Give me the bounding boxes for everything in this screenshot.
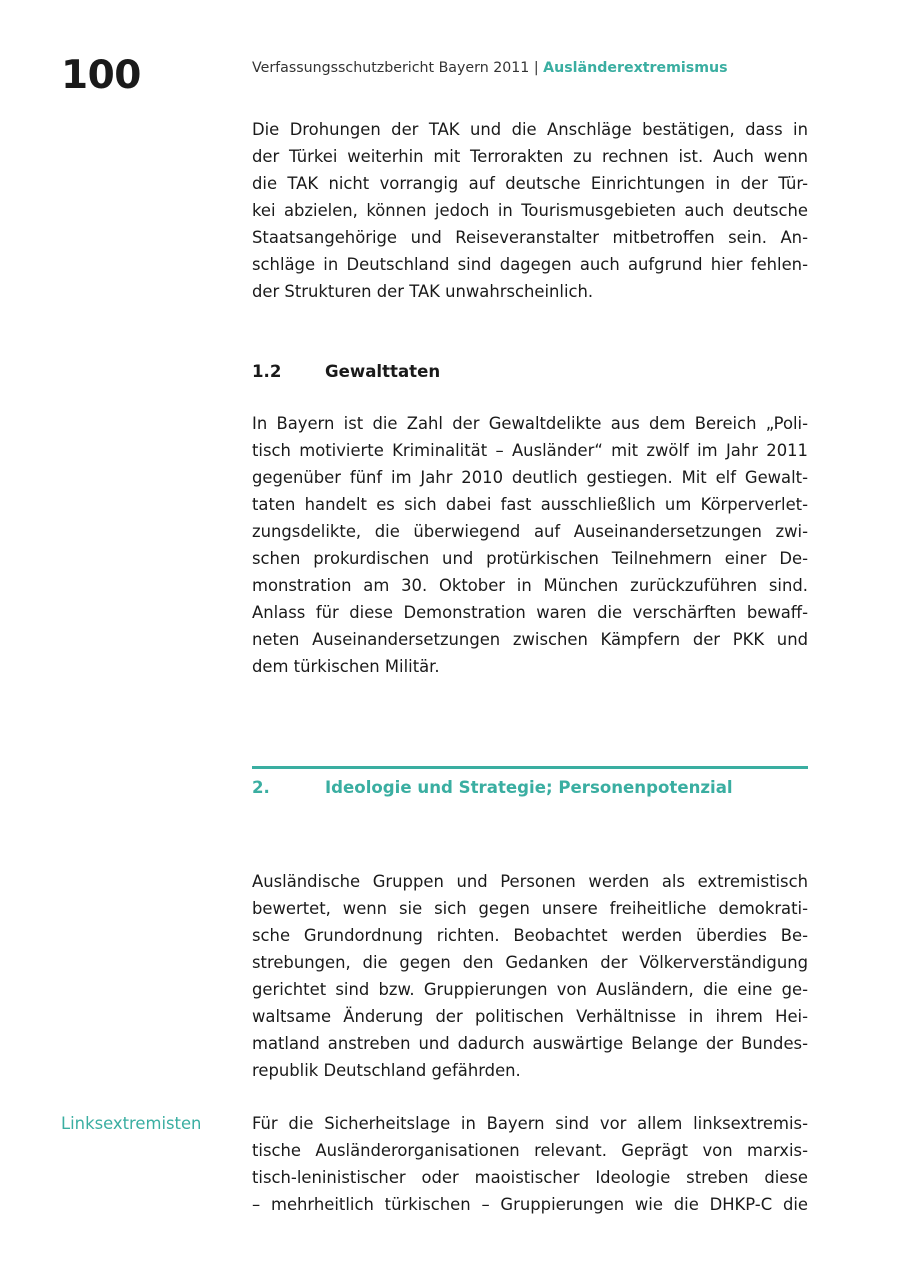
text-line: tische Ausländerorganisationen relevant. Geprägt von marxis- (252, 1141, 808, 1160)
chapter-rule (252, 766, 808, 769)
chapter-title: Ideologie und Strategie; Personenpotenzial (325, 778, 733, 797)
subsection-heading (252, 360, 440, 384)
ideology-paragraph (252, 868, 808, 1084)
text-line: Ausländische Gruppen und Personen werden als extremistisch (252, 872, 808, 891)
text-line: In Bayern ist die Zahl der Gewaltdelikte aus dem Bereich „Poli- (252, 414, 808, 433)
text-line: schen prokurdischen und protürkischen Teilnehmern einer De- (252, 549, 808, 568)
text-line: matland anstreben und dadurch auswärtige Belange der Bundes- (252, 1034, 808, 1053)
margin-note: Linksextremisten (61, 1114, 202, 1133)
chapter-heading (252, 776, 733, 800)
page-number: 100 (61, 53, 141, 98)
chapter-number: 2. (252, 778, 270, 797)
text-line: der Strukturen der TAK unwahrscheinlich. (252, 282, 594, 301)
text-line: Für die Sicherheitslage in Bayern sind vor allem linksextremis- (252, 1114, 808, 1133)
text-line: monstration am 30. Oktober in München zurückzuführen sind. (252, 576, 808, 595)
violence-paragraph (252, 410, 808, 680)
text-line: bewertet, wenn sie sich gegen unsere freiheitliche demokrati- (252, 899, 808, 918)
text-line: strebungen, die gegen den Gedanken der Völkerverständigung (252, 953, 808, 972)
text-line: tisch motivierte Kriminalität – Ausländer“ mit zwölf im Jahr 2011 (252, 441, 808, 460)
text-line: gegenüber fünf im Jahr 2010 deutlich gestiegen. Mit elf Gewalt- (252, 468, 808, 487)
text-line: taten handelt es sich dabei fast ausschließlich um Körperverlet- (252, 495, 808, 514)
text-line: zungsdelikte, die überwiegend auf Auseinandersetzungen zwi- (252, 522, 808, 541)
running-head-separator: | (529, 60, 544, 76)
text-line: waltsame Änderung der politischen Verhältnisse in ihrem Hei- (252, 1007, 808, 1026)
subsection-title: Gewalttaten (325, 362, 441, 381)
section-title: Ausländerextremismus (543, 60, 728, 76)
text-line: Anlass für diese Demonstration waren die verschärften bewaff- (252, 603, 808, 622)
text-line: republik Deutschland gefährden. (252, 1061, 521, 1080)
text-line: der Türkei weiterhin mit Terrorakten zu rechnen ist. Auch wenn (252, 147, 808, 166)
text-line: gerichtet sind bzw. Gruppierungen von Ausländern, die eine ge- (252, 980, 808, 999)
text-line: tisch-leninistischer oder maoistischer Ideologie streben diese (252, 1168, 808, 1187)
text-line: – mehrheitlich türkischen – Gruppierungen wie die DHKP-C die (252, 1195, 808, 1214)
text-line: dem türkischen Militär. (252, 657, 440, 676)
text-line: neten Auseinandersetzungen zwischen Kämpfern der PKK und (252, 630, 808, 649)
text-line: sche Grundordnung richten. Beobachtet werden überdies Be- (252, 926, 808, 945)
intro-paragraph (252, 116, 808, 305)
text-line: die TAK nicht vorrangig auf deutsche Einrichtungen in der Tür- (252, 174, 808, 193)
text-line: schläge in Deutschland sind dagegen auch aufgrund hier fehlen- (252, 255, 808, 274)
text-line: kei abzielen, können jedoch in Tourismusgebieten auch deutsche (252, 201, 808, 220)
report-title: Verfassungsschutzbericht Bayern 2011 (252, 60, 530, 76)
text-line: Die Drohungen der TAK und die Anschläge bestätigen, dass in (252, 120, 808, 139)
running-head (252, 58, 728, 78)
text-line: Staatsangehörige und Reiseveranstalter mitbetroffen sein. An- (252, 228, 808, 247)
subsection-number: 1.2 (252, 362, 282, 381)
left-extremists-paragraph (252, 1110, 808, 1218)
